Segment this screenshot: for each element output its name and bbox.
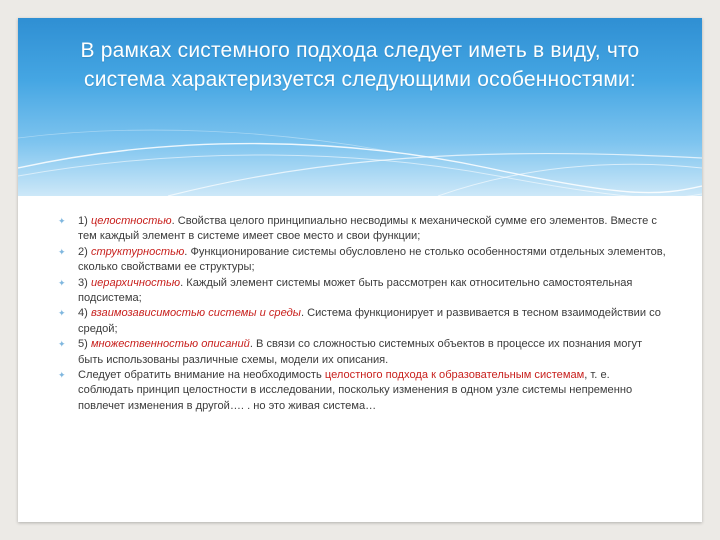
slide: [18, 18, 702, 522]
highlighted-term: множественностью описаний: [90, 338, 250, 351]
bullet-list: [58, 214, 668, 414]
list-item: ✦ 5) множественностью описаний. В связи со сложностью системных объектов в процессе их познания могут быть использованы различные схемы, модели их описания.: [58, 338, 643, 366]
highlighted-term: структурностью: [90, 245, 185, 258]
highlighted-term: взаимозависимостью системы и среды: [90, 307, 301, 320]
small-star-bullet-icon: ✦: [58, 277, 66, 288]
slide-title: В рамках системного подхода следует иметь в виду, что система характеризуется следующими особенностями:: [80, 39, 640, 91]
highlighted-term: иерархичностью: [90, 276, 181, 289]
list-item: ✦ 4) взаимозависимостью системы и среды. Система функционирует и развивается в тесном взаимодействии со средой;: [58, 307, 661, 335]
list-item: ✦ Следует обратить внимание на необходимость целостного подхода к образовательным системам, т. е. соблюдать принцип целостности в исследовании, поскольку изменения в одном узле системы непременно повлечет изменения в другой…. . но это живая система…: [58, 369, 633, 412]
small-star-bullet-icon: ✦: [58, 216, 66, 226]
small-star-bullet-icon: ✦: [58, 370, 66, 381]
header-banner: [18, 18, 702, 196]
list-item: ✦ 3) иерархичностью. Каждый элемент системы может быть рассмотрен как относительно самостоятельная подсистема;: [58, 276, 633, 305]
highlighted-term: целостностью: [90, 215, 172, 227]
small-star-bullet-icon: ✦: [58, 339, 66, 350]
list-item: ✦ 1) целостностью. Свойства целого принципиально несводимы к механической сумме его элементов. Вместе с тем каждый элемент в системе имеет свое место и свои функции;: [58, 215, 657, 243]
highlighted-term: целостного подхода к образовательным системам: [324, 369, 585, 382]
list-item: ✦ 2) структурностью. Функционирование системы обусловлено не столько особенностями отдельных элементов, сколько свойствами ее структуры;: [58, 245, 666, 274]
small-star-bullet-icon: ✦: [58, 308, 66, 319]
small-star-bullet-icon: ✦: [58, 246, 66, 257]
